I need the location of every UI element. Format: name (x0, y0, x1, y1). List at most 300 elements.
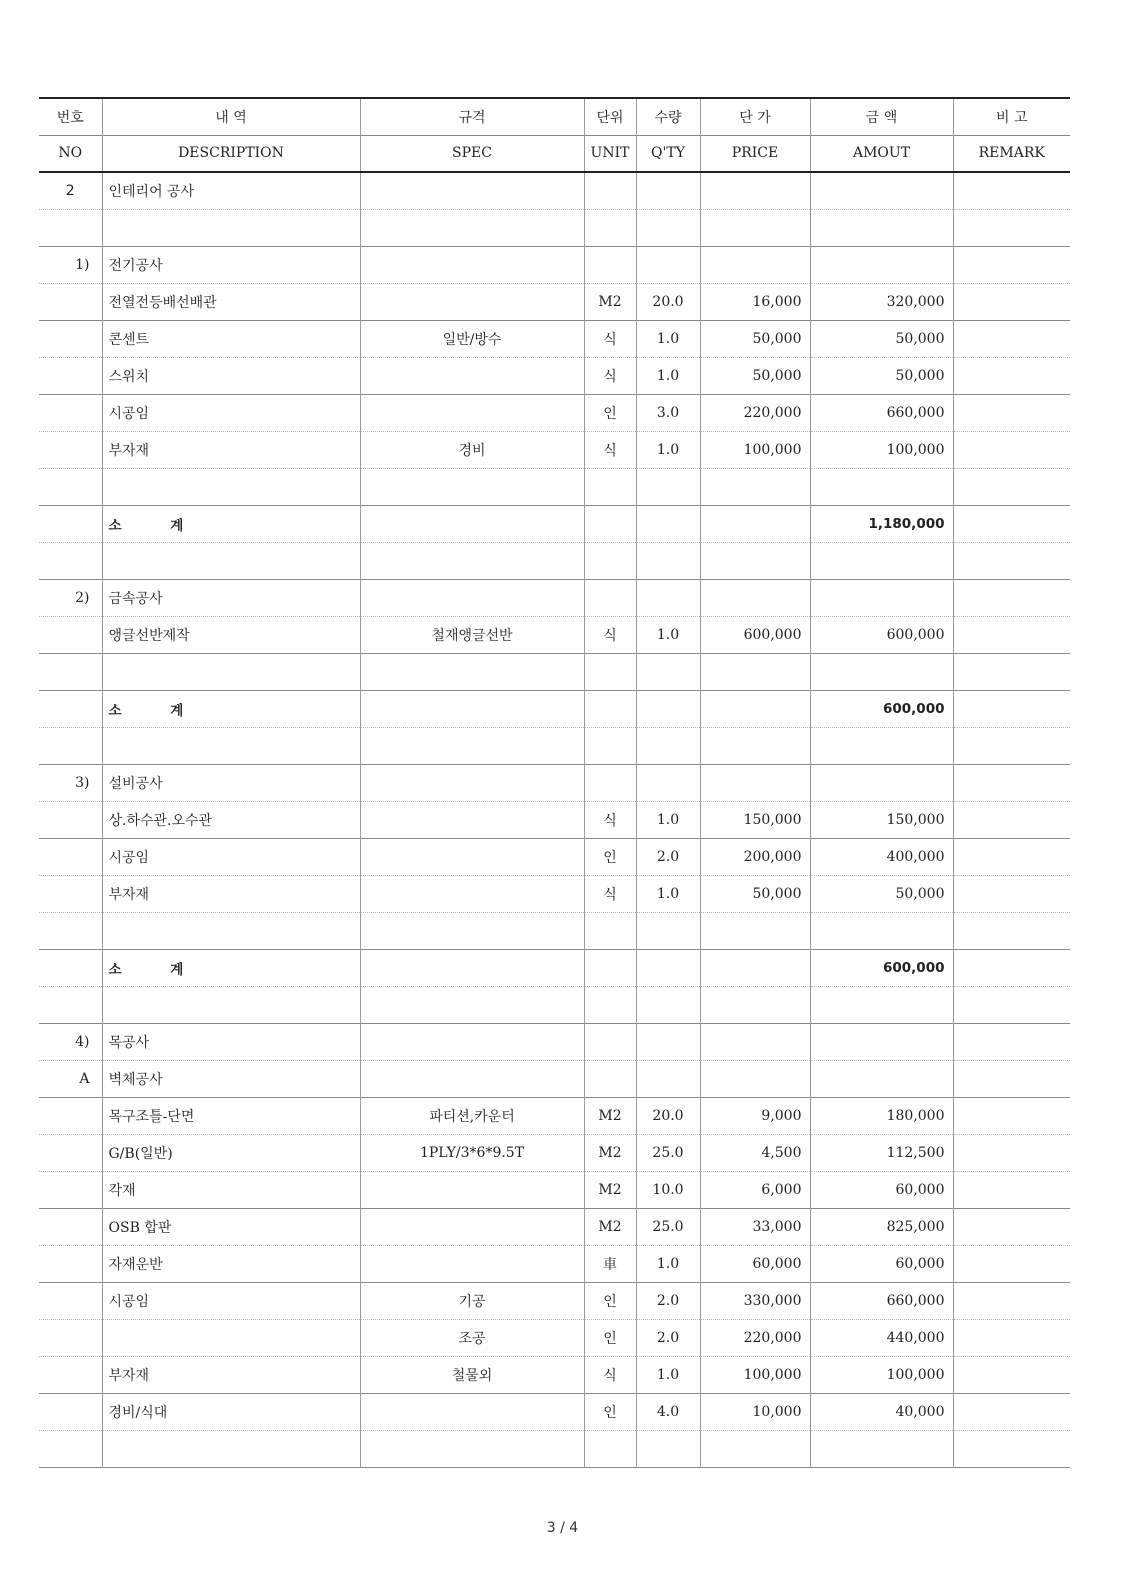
cell-spec (360, 1171, 584, 1208)
cell-spec (360, 1430, 584, 1467)
cell-unit: 식 (584, 801, 636, 838)
header-unit-en: UNIT (584, 135, 636, 172)
cell-price (700, 505, 810, 542)
cell-no (39, 283, 102, 320)
cell-desc: OSB 합판 (102, 1208, 360, 1245)
header-price-ko: 단 가 (700, 98, 810, 135)
cell-qty: 25.0 (636, 1208, 700, 1245)
cell-spec (360, 875, 584, 912)
cell-amount: 40,000 (810, 1393, 953, 1430)
cell-price (700, 986, 810, 1023)
blank-row (39, 986, 1070, 1023)
header-remark-en: REMARK (953, 135, 1070, 172)
cell-spec: 1PLY/3*6*9.5T (360, 1134, 584, 1171)
table-row (39, 1319, 1070, 1356)
cell-qty (636, 727, 700, 764)
cell-remark (953, 838, 1070, 875)
cell-amount: 440,000 (810, 1319, 953, 1356)
table-row (39, 394, 1070, 431)
cell-desc: 벽체공사 (102, 1060, 360, 1097)
cell-amount: 600,000 (810, 690, 953, 727)
header-desc-en: DESCRIPTION (102, 135, 360, 172)
cell-qty (636, 690, 700, 727)
header-qty-ko: 수량 (636, 98, 700, 135)
cell-remark (953, 1319, 1070, 1356)
cell-desc: 목공사 (102, 1023, 360, 1060)
cell-amount (810, 764, 953, 801)
cell-remark (953, 394, 1070, 431)
cell-no (39, 690, 102, 727)
cell-unit (584, 1060, 636, 1097)
cell-no (39, 1430, 102, 1467)
cell-spec (360, 1023, 584, 1060)
table-body (39, 172, 1070, 1467)
cell-unit (584, 727, 636, 764)
cell-price: 150,000 (700, 801, 810, 838)
cell-no (39, 320, 102, 357)
blank-row (39, 209, 1070, 246)
cell-unit (584, 690, 636, 727)
section-row (39, 1060, 1070, 1097)
table-row (39, 1393, 1070, 1430)
cell-desc (102, 727, 360, 764)
cell-spec (360, 357, 584, 394)
cell-unit (584, 1430, 636, 1467)
cell-desc (102, 468, 360, 505)
cell-no (39, 986, 102, 1023)
cell-remark (953, 1430, 1070, 1467)
header-spec-ko: 규격 (360, 98, 584, 135)
cell-no (39, 616, 102, 653)
cell-desc: 스위치 (102, 357, 360, 394)
cell-remark (953, 653, 1070, 690)
cell-spec (360, 468, 584, 505)
section-row (39, 764, 1070, 801)
cell-price: 200,000 (700, 838, 810, 875)
table-row (39, 283, 1070, 320)
subtotal-row (39, 949, 1070, 986)
cell-desc (102, 986, 360, 1023)
cell-qty (636, 246, 700, 283)
cell-price: 33,000 (700, 1208, 810, 1245)
cell-amount: 50,000 (810, 875, 953, 912)
cell-unit: 식 (584, 320, 636, 357)
cell-amount: 60,000 (810, 1245, 953, 1282)
cell-amount (810, 246, 953, 283)
cell-price: 330,000 (700, 1282, 810, 1319)
cell-price (700, 949, 810, 986)
cell-unit (584, 949, 636, 986)
cell-qty: 1.0 (636, 431, 700, 468)
cell-no: 1) (75, 256, 90, 273)
cell-desc (102, 542, 360, 579)
table-row (39, 431, 1070, 468)
cell-spec (360, 1245, 584, 1282)
cell-no (39, 542, 102, 579)
cell-no (39, 949, 102, 986)
cell-unit (584, 579, 636, 616)
cell-no (39, 653, 102, 690)
cell-price: 50,000 (700, 320, 810, 357)
cell-amount: 660,000 (810, 394, 953, 431)
cell-remark (953, 172, 1070, 209)
cell-amount: 60,000 (810, 1171, 953, 1208)
cell-desc: 설비공사 (102, 764, 360, 801)
cell-amount (810, 653, 953, 690)
cell-qty: 2.0 (636, 1319, 700, 1356)
table-row (39, 875, 1070, 912)
cell-qty: 25.0 (636, 1134, 700, 1171)
cell-qty: 4.0 (636, 1393, 700, 1430)
cell-qty: 1.0 (636, 875, 700, 912)
cell-unit (584, 986, 636, 1023)
blank-row (39, 653, 1070, 690)
cell-amount: 50,000 (810, 357, 953, 394)
table-row (39, 1245, 1070, 1282)
cell-no (39, 431, 102, 468)
header-unit-ko: 단위 (584, 98, 636, 135)
section-row (39, 1023, 1070, 1060)
cell-remark (953, 801, 1070, 838)
cell-no (39, 727, 102, 764)
cell-unit: M2 (584, 1171, 636, 1208)
header-desc-ko: 내 역 (102, 98, 360, 135)
cell-desc: 전열전등배선배관 (102, 283, 360, 320)
cell-qty: 1.0 (636, 357, 700, 394)
cell-no (39, 1171, 102, 1208)
cell-remark (953, 1097, 1070, 1134)
cell-unit: M2 (584, 1208, 636, 1245)
header-no-ko: 번호 (56, 109, 84, 126)
cell-spec (360, 505, 584, 542)
cell-remark (953, 283, 1070, 320)
cell-desc: 부자재 (102, 875, 360, 912)
cell-qty (636, 653, 700, 690)
cell-qty (636, 542, 700, 579)
cell-spec (360, 912, 584, 949)
section-row (39, 246, 1070, 283)
cell-qty (636, 949, 700, 986)
cell-price (700, 542, 810, 579)
blank-row (39, 727, 1070, 764)
cell-qty: 1.0 (636, 1356, 700, 1393)
table-row (39, 801, 1070, 838)
cell-unit (584, 764, 636, 801)
header-no-en: NO (58, 145, 83, 162)
cell-desc: 앵글선반제작 (102, 616, 360, 653)
cell-amount: 600,000 (810, 616, 953, 653)
cell-qty: 20.0 (636, 283, 700, 320)
cell-unit (584, 1023, 636, 1060)
cell-spec (360, 172, 584, 209)
cell-qty (636, 468, 700, 505)
subtotal-row (39, 690, 1070, 727)
cell-price (700, 1060, 810, 1097)
cell-amount (810, 1023, 953, 1060)
cell-amount (810, 468, 953, 505)
cell-desc: 부자재 (102, 431, 360, 468)
cell-unit: 인 (584, 838, 636, 875)
cell-remark (953, 875, 1070, 912)
cell-desc: 자재운반 (102, 1245, 360, 1282)
cell-spec (360, 764, 584, 801)
cell-unit: M2 (584, 283, 636, 320)
cell-desc: 소 계 (102, 690, 360, 727)
cell-amount (810, 542, 953, 579)
cell-unit: 식 (584, 875, 636, 912)
cell-unit: M2 (584, 1097, 636, 1134)
cell-remark (953, 431, 1070, 468)
cell-spec (360, 653, 584, 690)
cell-spec: 조공 (360, 1319, 584, 1356)
cell-remark (953, 1356, 1070, 1393)
table-row (39, 320, 1070, 357)
table-row (39, 1097, 1070, 1134)
blank-row (39, 1430, 1070, 1467)
cell-price: 50,000 (700, 875, 810, 912)
cell-qty: 2.0 (636, 1282, 700, 1319)
cell-amount (810, 1060, 953, 1097)
estimate-table (39, 97, 1070, 1468)
cell-qty (636, 505, 700, 542)
cell-spec (360, 209, 584, 246)
cell-remark (953, 320, 1070, 357)
cell-desc (102, 912, 360, 949)
cell-qty: 2.0 (636, 838, 700, 875)
cell-spec: 철물외 (360, 1356, 584, 1393)
cell-desc: 시공임 (102, 838, 360, 875)
cell-price: 600,000 (700, 616, 810, 653)
cell-amount: 320,000 (810, 283, 953, 320)
cell-unit (584, 468, 636, 505)
cell-desc: 콘센트 (102, 320, 360, 357)
header-qty-en: Q'TY (636, 135, 700, 172)
cell-desc (102, 1430, 360, 1467)
cell-qty: 1.0 (636, 801, 700, 838)
cell-qty: 3.0 (636, 394, 700, 431)
cell-remark (953, 1282, 1070, 1319)
cell-price (700, 912, 810, 949)
cell-price: 220,000 (700, 1319, 810, 1356)
cell-price (700, 209, 810, 246)
cell-spec (360, 949, 584, 986)
cell-unit: 식 (584, 357, 636, 394)
cell-spec (360, 542, 584, 579)
subtotal-row (39, 505, 1070, 542)
cell-remark (953, 986, 1070, 1023)
cell-remark (953, 505, 1070, 542)
cell-desc: 목구조틀-단면 (102, 1097, 360, 1134)
cell-desc: 경비/식대 (102, 1393, 360, 1430)
cell-amount (810, 912, 953, 949)
cell-unit: 인 (584, 1393, 636, 1430)
cell-amount: 825,000 (810, 1208, 953, 1245)
table-header (39, 98, 1070, 172)
cell-amount: 150,000 (810, 801, 953, 838)
cell-spec: 철재앵글선반 (360, 616, 584, 653)
cell-qty (636, 1060, 700, 1097)
blank-row (39, 468, 1070, 505)
cell-qty (636, 912, 700, 949)
cell-unit (584, 542, 636, 579)
cell-no (39, 1393, 102, 1430)
cell-desc: 부자재 (102, 1356, 360, 1393)
cell-no (39, 912, 102, 949)
cell-no: 2 (65, 182, 75, 199)
cell-spec (360, 246, 584, 283)
cell-remark (953, 727, 1070, 764)
cell-desc: 소 계 (102, 949, 360, 986)
cell-desc: 시공임 (102, 394, 360, 431)
cell-qty: 1.0 (636, 320, 700, 357)
cell-remark (953, 246, 1070, 283)
cell-qty: 1.0 (636, 616, 700, 653)
cell-no (39, 357, 102, 394)
cell-amount: 100,000 (810, 431, 953, 468)
cell-price (700, 690, 810, 727)
table-row (39, 838, 1070, 875)
cell-qty (636, 579, 700, 616)
cell-unit (584, 653, 636, 690)
cell-remark (953, 542, 1070, 579)
cell-qty (636, 209, 700, 246)
cell-amount: 112,500 (810, 1134, 953, 1171)
cell-amount: 660,000 (810, 1282, 953, 1319)
cell-amount: 1,180,000 (810, 505, 953, 542)
cell-spec (360, 1208, 584, 1245)
cell-amount (810, 579, 953, 616)
blank-row (39, 542, 1070, 579)
cell-qty (636, 172, 700, 209)
cell-no (39, 209, 102, 246)
cell-no (39, 1319, 102, 1356)
cell-desc: 인테리어 공사 (102, 172, 360, 209)
cell-desc (102, 1319, 360, 1356)
cell-desc: 시공임 (102, 1282, 360, 1319)
cell-spec (360, 801, 584, 838)
cell-amount (810, 172, 953, 209)
cell-no (39, 1134, 102, 1171)
cell-no (39, 1208, 102, 1245)
cell-spec (360, 579, 584, 616)
cell-no (39, 1282, 102, 1319)
cell-desc: 소 계 (102, 505, 360, 542)
cell-spec (360, 283, 584, 320)
cell-qty: 1.0 (636, 1245, 700, 1282)
cell-qty (636, 986, 700, 1023)
table-row (39, 1208, 1070, 1245)
cell-price (700, 1430, 810, 1467)
cell-price (700, 246, 810, 283)
title-row (39, 172, 1070, 209)
cell-price (700, 764, 810, 801)
cell-price: 10,000 (700, 1393, 810, 1430)
table-row (39, 1134, 1070, 1171)
table-row (39, 1171, 1070, 1208)
cell-price: 9,000 (700, 1097, 810, 1134)
cell-qty: 20.0 (636, 1097, 700, 1134)
cell-remark (953, 357, 1070, 394)
cell-no (39, 838, 102, 875)
cell-price: 220,000 (700, 394, 810, 431)
cell-remark (953, 1393, 1070, 1430)
cell-qty (636, 764, 700, 801)
cell-no (39, 394, 102, 431)
cell-unit: 식 (584, 431, 636, 468)
cell-price: 100,000 (700, 431, 810, 468)
cell-remark (953, 1208, 1070, 1245)
cell-remark (953, 209, 1070, 246)
cell-no (39, 1245, 102, 1282)
header-spec-en: SPEC (360, 135, 584, 172)
cell-unit (584, 246, 636, 283)
cell-no (39, 468, 102, 505)
cell-price: 4,500 (700, 1134, 810, 1171)
cell-remark (953, 690, 1070, 727)
cell-remark (953, 1245, 1070, 1282)
cell-unit (584, 172, 636, 209)
cell-unit (584, 912, 636, 949)
cell-amount: 600,000 (810, 949, 953, 986)
cell-amount: 100,000 (810, 1356, 953, 1393)
cell-qty (636, 1430, 700, 1467)
cell-unit: 인 (584, 1282, 636, 1319)
cell-remark (953, 616, 1070, 653)
cell-desc: 전기공사 (102, 246, 360, 283)
cell-remark (953, 764, 1070, 801)
cell-remark (953, 1171, 1070, 1208)
cell-price: 50,000 (700, 357, 810, 394)
cell-price (700, 172, 810, 209)
cell-spec: 경비 (360, 431, 584, 468)
cell-spec (360, 838, 584, 875)
cell-no (39, 505, 102, 542)
cell-unit (584, 505, 636, 542)
cell-price (700, 1023, 810, 1060)
cell-spec (360, 986, 584, 1023)
cell-no (39, 801, 102, 838)
cell-desc: 각재 (102, 1171, 360, 1208)
table-row (39, 1356, 1070, 1393)
cell-remark (953, 468, 1070, 505)
cell-unit: 식 (584, 1356, 636, 1393)
cell-unit: M2 (584, 1134, 636, 1171)
cell-price: 60,000 (700, 1245, 810, 1282)
cell-desc: 상.하수관.오수관 (102, 801, 360, 838)
cell-desc: 금속공사 (102, 579, 360, 616)
cell-remark (953, 579, 1070, 616)
cell-amount (810, 1430, 953, 1467)
cell-amount: 50,000 (810, 320, 953, 357)
cell-unit: 식 (584, 616, 636, 653)
cell-unit: 車 (584, 1245, 636, 1282)
cell-no: 2) (75, 589, 90, 606)
cell-no: A (79, 1070, 90, 1087)
cell-desc: G/B(일반) (102, 1134, 360, 1171)
header-price-en: PRICE (700, 135, 810, 172)
cell-price (700, 653, 810, 690)
header-row-korean (39, 98, 1070, 135)
cell-price (700, 579, 810, 616)
cell-desc (102, 653, 360, 690)
cell-price: 16,000 (700, 283, 810, 320)
cell-no: 4) (75, 1033, 90, 1050)
cell-qty: 10.0 (636, 1171, 700, 1208)
cell-amount: 180,000 (810, 1097, 953, 1134)
cell-amount: 400,000 (810, 838, 953, 875)
cell-amount (810, 727, 953, 764)
cell-price (700, 468, 810, 505)
